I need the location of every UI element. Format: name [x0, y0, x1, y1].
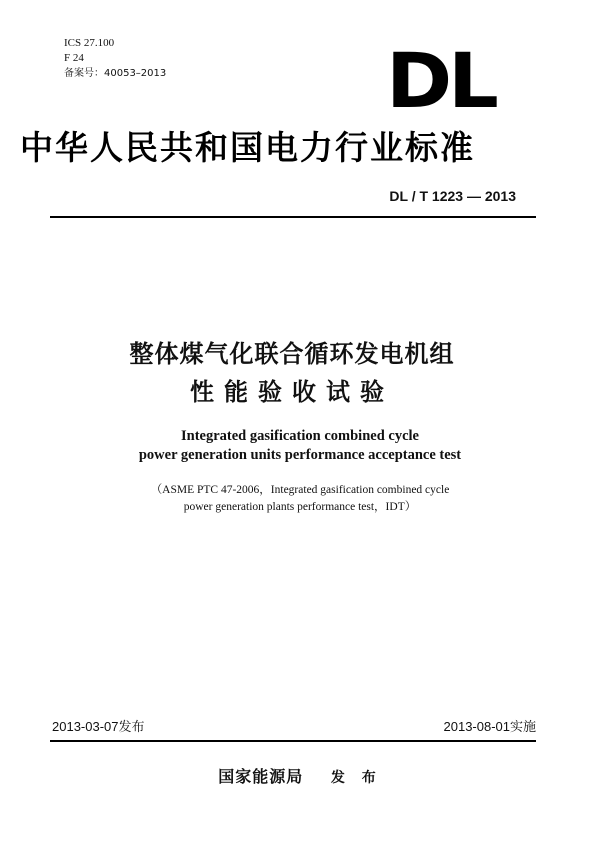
publisher-name: 国家能源局: [218, 767, 304, 786]
chinese-title-line-1: 整体煤气化联合循环发电机组: [129, 340, 455, 368]
dl-logo: DL: [386, 36, 495, 125]
publisher-line: [0, 764, 600, 787]
adoption-note-line-1: （ASME PTC 47-2006，Integrated gasification combined cycle: [150, 484, 450, 496]
classification-code: F 24: [64, 52, 84, 64]
filing-number: 备案号：40053–2013: [64, 68, 167, 79]
standard-number: DL / T 1223 — 2013: [389, 188, 516, 204]
english-title-line-2: power generation units performance acceptance test: [138, 447, 462, 463]
chinese-title-line-2: 性能验收试验: [190, 378, 394, 406]
english-title-line-1: Integrated gasification combined cycle: [180, 428, 419, 444]
bottom-divider: [50, 740, 536, 742]
publish-label: 发 布: [330, 770, 382, 786]
standard-category-title: 中华人民共和国电力行业标准: [20, 128, 475, 167]
implementation-date: 2013-08-01实施: [443, 719, 536, 734]
ics-code: ICS 27.100: [64, 37, 115, 49]
classification-block: [64, 36, 166, 81]
top-divider: [50, 216, 536, 218]
issue-date: 2013-03-07发布: [52, 719, 145, 734]
adoption-note-line-2: power generation plants performance test，IDT）: [183, 501, 417, 513]
